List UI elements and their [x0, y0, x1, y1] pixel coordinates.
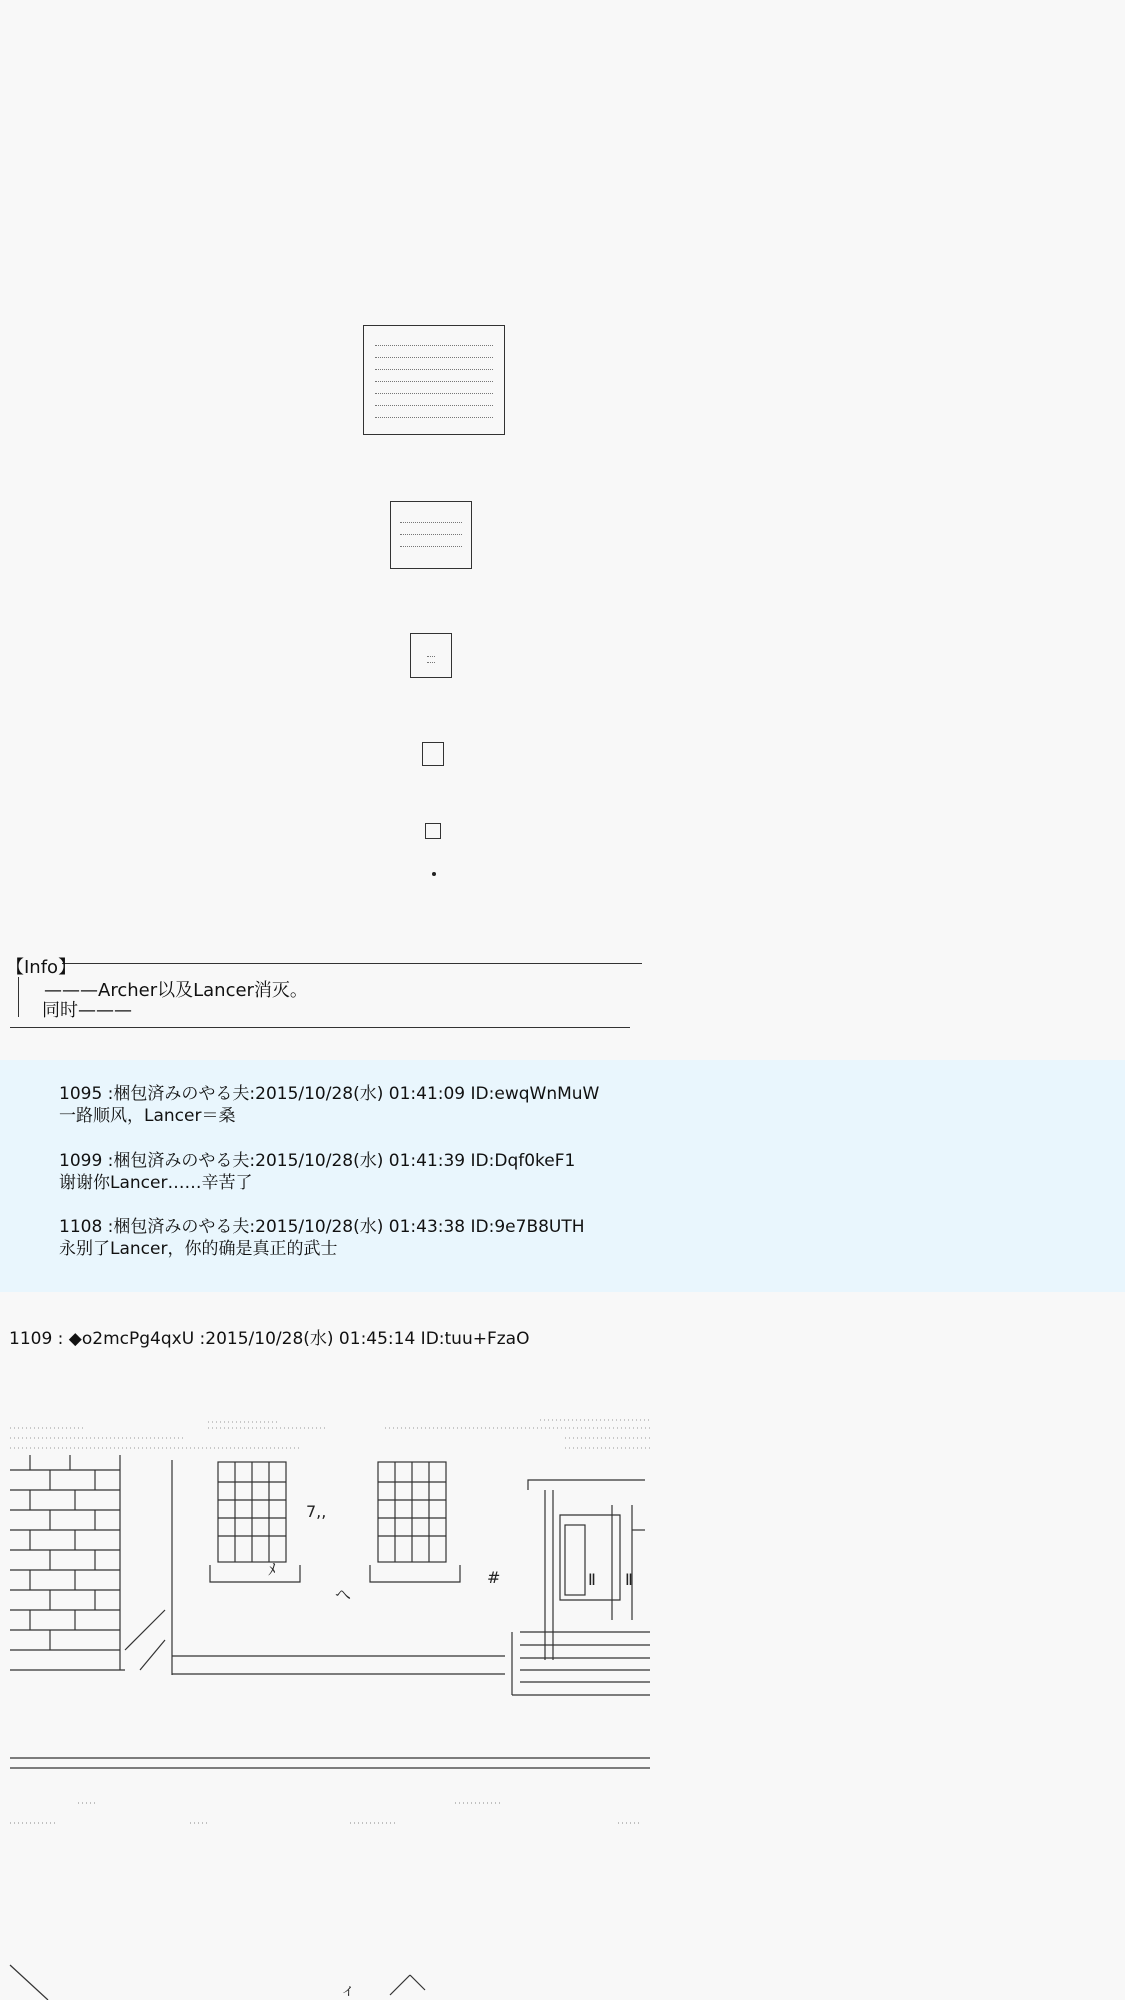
aa-glyph-7: ィ — [340, 1980, 357, 1999]
aa-box-tiny — [422, 742, 444, 766]
info-bar — [18, 977, 19, 1017]
post-body: 永别了Lancer，你的确是真正的武士 — [59, 1239, 338, 1259]
aa-dots — [375, 357, 493, 358]
post-body: 谢谢你Lancer……辛苦了 — [59, 1173, 253, 1193]
post-1099 — [59, 1150, 575, 1194]
post-1095 — [59, 1083, 599, 1127]
post-header: 1095 :梱包済みのやる夫:2015/10/28(水) 01:41:09 ID:ewqWnMuW — [59, 1084, 600, 1104]
aa-glyph-4: Ⅱ — [588, 1570, 596, 1589]
aa-box-large — [363, 325, 505, 435]
aa-box-tinier — [425, 823, 441, 839]
aa-dots — [427, 656, 435, 657]
aa-dots — [375, 393, 493, 394]
aa-dot — [432, 872, 436, 876]
aa-glyph-1: ﾒ — [268, 1560, 277, 1579]
post-header: 1099 :梱包済みのやる夫:2015/10/28(水) 01:41:39 ID:Dqf0keF1 — [59, 1151, 576, 1171]
aa-dots — [375, 405, 493, 406]
aa-dots — [375, 369, 493, 370]
aa-dots — [400, 534, 462, 535]
info-rule-top — [62, 963, 642, 964]
info-label: 【Info】 — [6, 957, 77, 978]
post-1109-header: 1109 : ◆o2mcPg4qxU :2015/10/28(水) 01:45:14 ID:tuu+FzaO — [9, 1329, 530, 1349]
post-1108 — [59, 1216, 585, 1260]
aa-dots — [375, 381, 493, 382]
aa-box-medium — [390, 501, 472, 569]
info-line-1: ———Archer以及Lancer消灭。 — [44, 980, 308, 1001]
info-line-2: 同时——— — [42, 1000, 132, 1021]
aa-dots — [427, 662, 435, 663]
post-body: 一路顺风，Lancer＝桑 — [59, 1106, 236, 1126]
aa-dots — [400, 522, 462, 523]
aa-dots — [375, 345, 493, 346]
info-rule-bottom — [10, 1027, 630, 1028]
aa-glyph-3: # — [487, 1568, 501, 1587]
aa-glyph-6: 7,, — [306, 1502, 327, 1521]
aa-glyph-5: Ⅱ — [625, 1570, 633, 1589]
aa-dots — [400, 546, 462, 547]
post-header: 1108 :梱包済みのやる夫:2015/10/28(水) 01:43:38 ID:9e7B8UTH — [59, 1217, 585, 1237]
aa-dots — [375, 417, 493, 418]
aa-glyph-2: へ — [335, 1585, 352, 1604]
